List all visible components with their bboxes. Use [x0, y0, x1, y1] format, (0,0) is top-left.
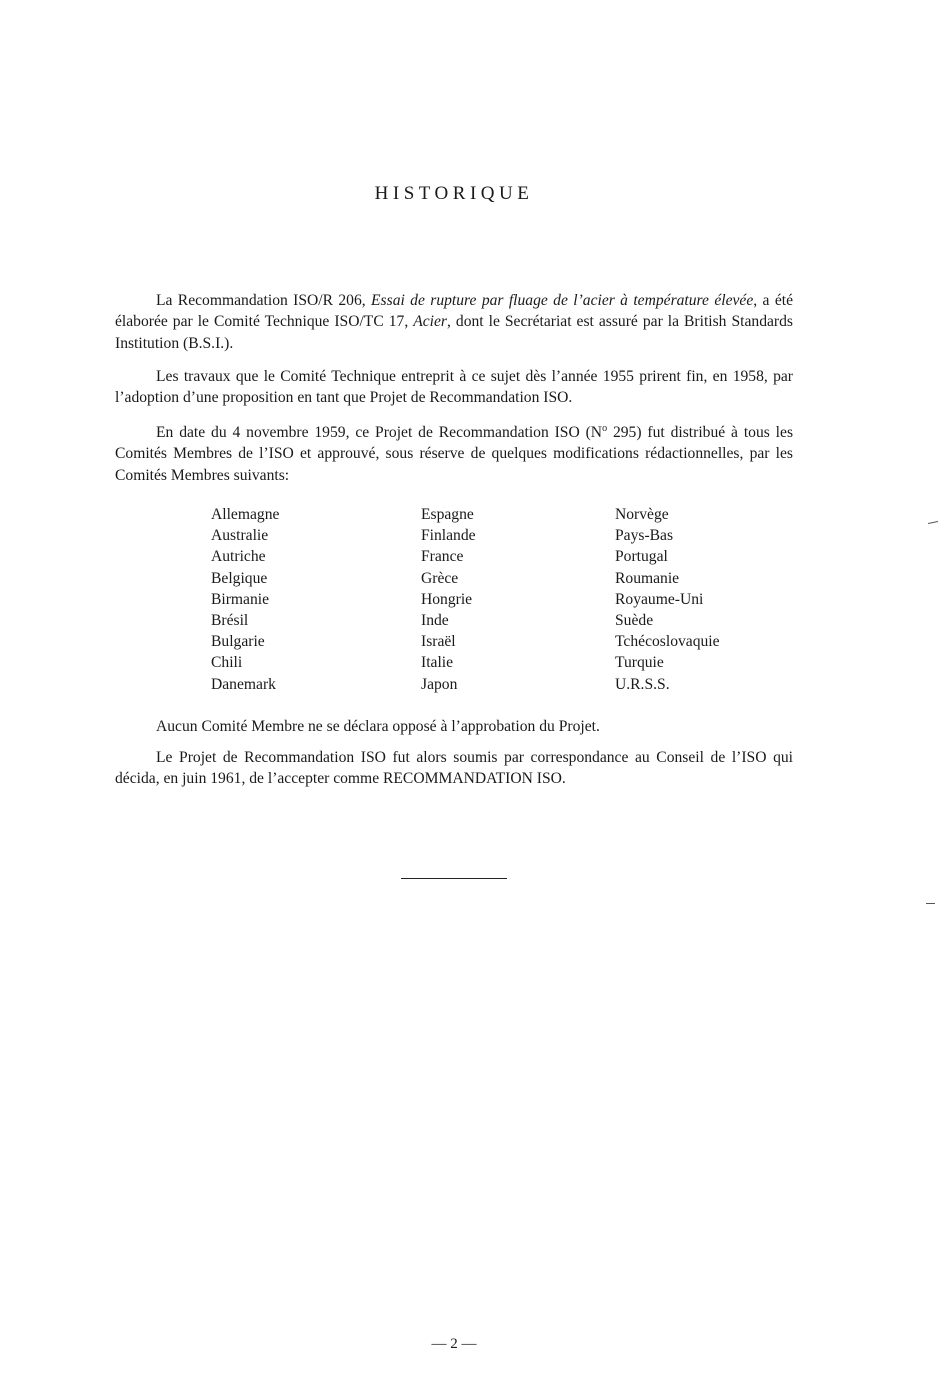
member-country: Danemark	[211, 675, 276, 693]
p1-committee-name: Acier	[413, 313, 447, 331]
member-country: Chili	[211, 654, 243, 672]
section-divider	[401, 878, 507, 879]
member-country: Autriche	[211, 548, 266, 566]
member-country: Pays-Bas	[615, 527, 674, 545]
page-title: HISTORIQUE	[374, 183, 534, 204]
paragraph-work: Les travaux que le Comité Technique entreprit à ce sujet dès l’année 1955 prirent fin, en 1958, par l’adoption d’une proposition en tant que Projet de Recommandation ISO.	[115, 368, 793, 407]
member-list-column-2	[421, 504, 476, 695]
member-country: Turquie	[615, 654, 664, 672]
page-number: — 2 —	[431, 1336, 477, 1352]
paragraph-acceptance: Le Projet de Recommandation ISO fut alors soumis par correspondance au Conseil de l’ISO qui décida, en juin 1961, de l’accepter comme RECOMMANDATION ISO.	[115, 749, 793, 788]
member-country: Suède	[615, 612, 654, 630]
p3-superscript: o	[602, 423, 608, 434]
member-country: Allemagne	[211, 506, 280, 523]
member-country: Birmanie	[211, 590, 270, 608]
member-country: Grèce	[421, 569, 459, 587]
paragraph-origin	[115, 290, 793, 354]
margin-mark	[928, 521, 938, 524]
p3-text-b: 295) fut distribué à tous les Comités Membres de l’ISO et approuvé, sous réserve de quelques modifications rédactionnelles, par les Comités Membres suivants:	[115, 424, 794, 484]
member-country: Royaume-Uni	[615, 590, 704, 608]
member-country: Roumanie	[615, 569, 680, 587]
member-country: Belgique	[211, 569, 268, 587]
member-country: Australie	[211, 527, 269, 545]
member-country: Hongrie	[421, 590, 473, 608]
paragraph-no-opposition: Aucun Comité Membre ne se déclara opposé à l’approbation du Projet.	[156, 718, 600, 735]
member-list-column-3	[615, 504, 720, 695]
member-country: Tchécoslovaquie	[615, 633, 720, 651]
member-country: France	[421, 548, 464, 566]
margin-mark	[926, 903, 935, 904]
member-country: Israël	[421, 633, 456, 651]
member-country: Finlande	[421, 527, 476, 545]
member-country: Portugal	[615, 548, 668, 566]
member-country: Japon	[421, 675, 458, 693]
member-country: U.R.S.S.	[615, 675, 670, 693]
member-country: Inde	[421, 612, 449, 630]
p3-text-a: En date du 4 novembre 1959, ce Projet de Recommandation ISO (N	[156, 424, 603, 442]
p1-text-c: , a été élaborée par le Comité Technique ISO/TC 17,	[115, 292, 793, 331]
p1-text-a: La Recommandation ISO/R 206,	[156, 292, 372, 309]
member-country: Brésil	[211, 612, 249, 630]
member-country: Italie	[421, 654, 454, 672]
paragraph-distribution	[115, 418, 793, 486]
p1-recommendation-title: Essai de rupture par fluage de l’acier à température élevée	[371, 292, 754, 309]
member-country: Norvège	[615, 506, 669, 523]
member-country: Espagne	[421, 506, 474, 523]
p1-text-e: , dont le Secrétariat est assuré par la British Standards Institution (B.S.I.).	[115, 313, 793, 352]
member-country: Bulgarie	[211, 633, 265, 651]
member-list-column-1	[211, 504, 279, 695]
